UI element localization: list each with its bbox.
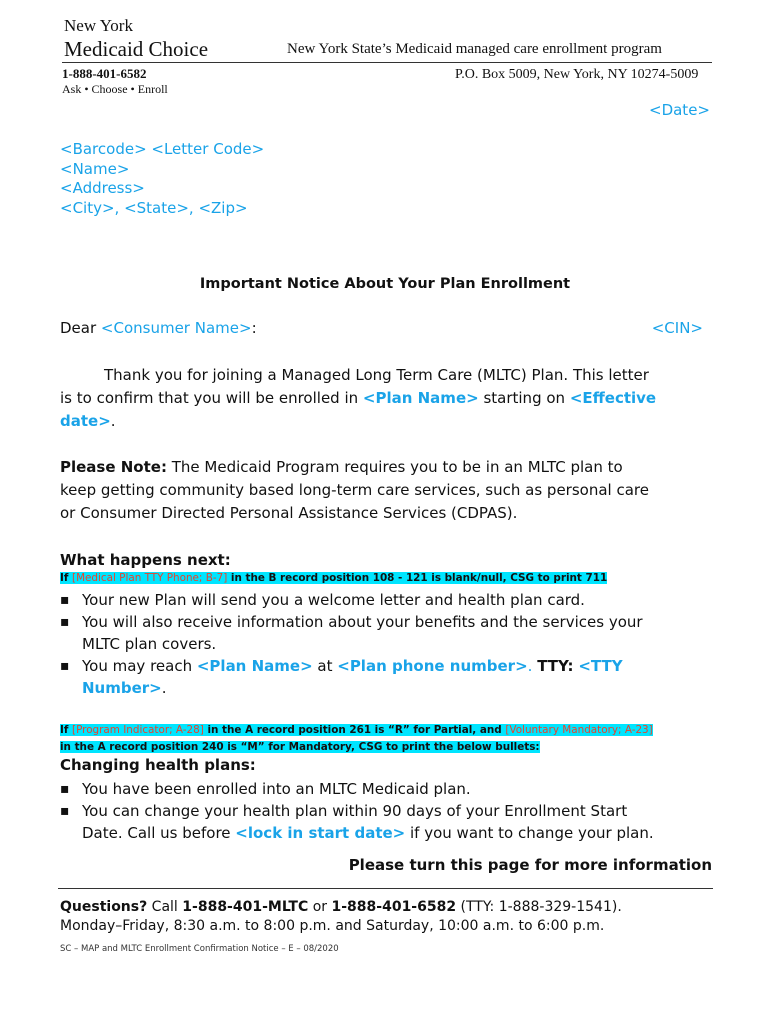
footer-contact bbox=[60, 898, 622, 936]
header-address: P.O. Box 5009, New York, NY 10274-5009 bbox=[455, 67, 699, 82]
tty-phone: (TTY: 1-888-329-1541). bbox=[456, 899, 622, 915]
header-tagline: Ask • Choose • Enroll bbox=[62, 82, 168, 96]
intro-text: . bbox=[110, 412, 116, 430]
greeting bbox=[60, 319, 257, 337]
instruction-line1 bbox=[60, 722, 653, 739]
instruction-field: [Voluntary Mandatory; A-23] bbox=[505, 724, 653, 736]
recipient-barcode-line: <Barcode> <Letter Code> bbox=[60, 140, 265, 158]
next-steps-list bbox=[60, 589, 720, 699]
note-line3: or Consumer Directed Personal Assistance Services (CDPAS). bbox=[60, 504, 518, 522]
change-instruction bbox=[60, 722, 653, 756]
lock-in-date-placeholder: <lock in start date> bbox=[235, 824, 406, 842]
changing-plans-heading: Changing health plans: bbox=[60, 756, 256, 774]
plan-phone-placeholder: <Plan phone number> bbox=[337, 657, 528, 675]
tty-label: TTY: bbox=[537, 657, 574, 675]
tty-number-placeholder: Number> bbox=[82, 679, 162, 697]
list-text: if you want to change your plan. bbox=[405, 824, 654, 842]
instruction-text: in the B record position 108 - 121 is blank/null, CSG to print 711 bbox=[227, 572, 608, 584]
list-text: . bbox=[527, 657, 538, 675]
intro-paragraph bbox=[60, 364, 656, 433]
recipient-block bbox=[60, 140, 264, 218]
footer-hours: Monday–Friday, 8:30 a.m. to 8:00 p.m. and Saturday, 10:00 a.m. to 6:00 p.m. bbox=[60, 918, 605, 934]
helpline-phone: 1-888-401-6582 bbox=[331, 899, 457, 915]
mltc-phone: 1-888-401-MLTC bbox=[182, 899, 309, 915]
document-code: SC – MAP and MLTC Enrollment Confirmation Notice – E – 08/2020 bbox=[60, 944, 339, 954]
greeting-colon: : bbox=[251, 319, 257, 337]
notice-title: Important Notice About Your Plan Enrollment bbox=[199, 276, 571, 292]
list-item bbox=[60, 655, 720, 699]
instruction-text: If bbox=[60, 572, 73, 584]
recipient-address: <Address> bbox=[60, 179, 145, 197]
instruction-highlight bbox=[60, 572, 607, 584]
effective-date-placeholder: date> bbox=[60, 412, 111, 430]
intro-text: is to confirm that you will be enrolled in bbox=[60, 389, 363, 407]
tty-number-placeholder: <TTY bbox=[578, 657, 623, 675]
note-label: Please Note: bbox=[60, 458, 167, 476]
date-placeholder: <Date> bbox=[649, 101, 710, 119]
cin-placeholder: <CIN> bbox=[651, 319, 703, 337]
instruction-field: [Medical Plan TTY Phone; B-7] bbox=[72, 572, 228, 584]
logo bbox=[64, 16, 208, 62]
plan-name-placeholder: <Plan Name> bbox=[362, 389, 479, 407]
changing-plans-list bbox=[60, 778, 720, 844]
list-text: at bbox=[312, 657, 338, 675]
intro-line1: Thank you for joining a Managed Long Term Care (MLTC) Plan. This letter bbox=[104, 366, 649, 384]
footer-text: or bbox=[308, 899, 332, 915]
instruction-highlight bbox=[60, 724, 653, 736]
footer-text: Call bbox=[147, 899, 183, 915]
note-line1 bbox=[60, 456, 649, 479]
instruction-highlight: in the A record position 240 is “M” for Mandatory, CSG to print the below bullets: bbox=[60, 741, 540, 753]
intro-text: starting on bbox=[478, 389, 570, 407]
instruction-text: If bbox=[60, 724, 73, 736]
greeting-dear: Dear bbox=[60, 319, 101, 337]
questions-label: Questions? bbox=[60, 899, 148, 915]
list-item-text: ▪ You will also receive information about your benefits and the services your bbox=[82, 613, 643, 631]
footer-divider bbox=[58, 888, 713, 889]
header-divider bbox=[62, 62, 712, 63]
header-phone: 1-888-401-6582 bbox=[62, 66, 147, 81]
program-tagline: New York State’s Medicaid managed care enrollment program bbox=[287, 41, 662, 57]
list-item-text bbox=[82, 655, 720, 677]
tty-instruction bbox=[60, 572, 607, 584]
what-happens-next-heading: What happens next: bbox=[60, 551, 231, 569]
instruction-text: in the A record position 261 is “R” for Partial, and bbox=[203, 724, 506, 736]
effective-date-placeholder: <Effective bbox=[569, 389, 657, 407]
recipient-city-state-zip: <City>, <State>, <Zip> bbox=[60, 198, 248, 217]
recipient-name: <Name> bbox=[60, 159, 130, 178]
intro-line3 bbox=[60, 410, 656, 433]
list-item-text bbox=[82, 677, 720, 699]
list-text: You may reach bbox=[82, 657, 197, 675]
list-text: . bbox=[161, 679, 167, 697]
intro-line2 bbox=[60, 387, 656, 410]
consumer-name-placeholder: <Consumer Name> bbox=[100, 319, 252, 337]
instruction-line2 bbox=[60, 739, 653, 756]
instruction-field: [Program Indicator; A-28] bbox=[72, 724, 204, 736]
please-note-paragraph bbox=[60, 456, 649, 525]
footer-questions bbox=[60, 898, 622, 917]
turn-page-notice: Please turn this page for more information bbox=[348, 856, 712, 874]
list-item: ▪ You have been enrolled into an MLTC Medicaid plan. bbox=[60, 778, 720, 800]
list-item: ▪ Your new Plan will send you a welcome letter and health plan card. bbox=[60, 589, 720, 611]
list-item bbox=[60, 800, 720, 844]
logo-line2: Medicaid Choice bbox=[64, 37, 209, 61]
list-text: Date. Call us before bbox=[82, 824, 236, 842]
list-item-text bbox=[82, 822, 720, 844]
plan-name-placeholder: <Plan Name> bbox=[196, 657, 313, 675]
logo-line1: New York bbox=[64, 16, 133, 35]
list-item-text: ▪ You can change your health plan within 90 days of your Enrollment Start bbox=[82, 802, 628, 820]
note-text: The Medicaid Program requires you to be in an MLTC plan to bbox=[166, 458, 623, 476]
list-item-text: MLTC plan covers. bbox=[82, 635, 217, 653]
note-line2: keep getting community based long-term care services, such as personal care bbox=[60, 481, 649, 499]
list-item bbox=[60, 611, 720, 655]
